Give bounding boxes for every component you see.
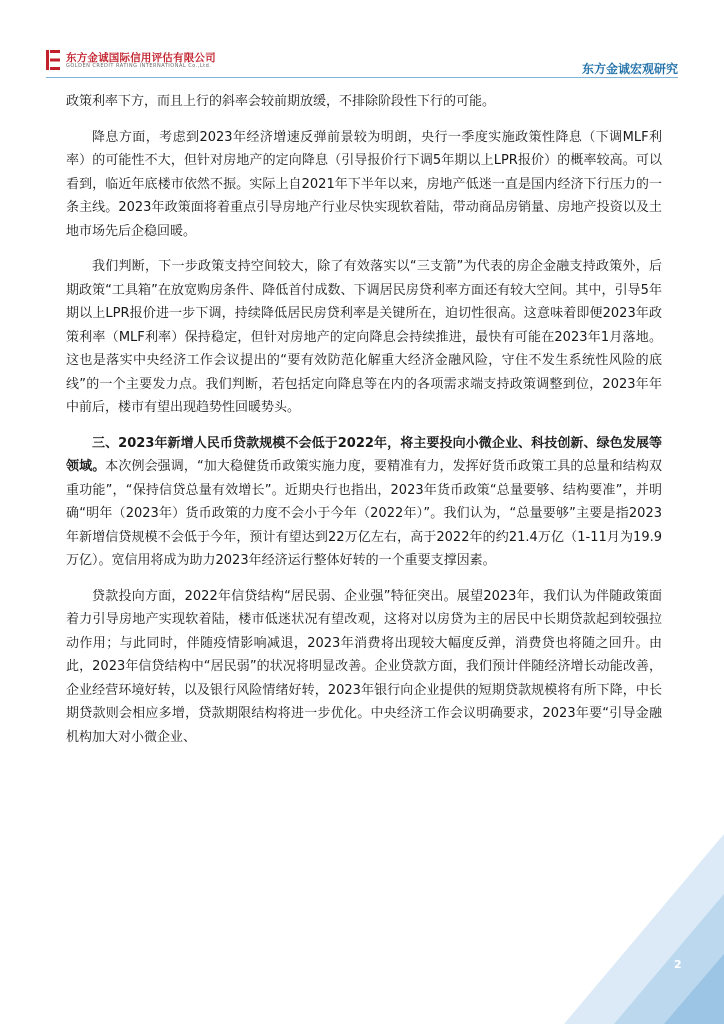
- company-logo-icon: [46, 50, 60, 70]
- paragraph-section-3: [66, 432, 662, 573]
- page-header: [0, 0, 724, 80]
- document-body: [66, 90, 662, 761]
- corner-decoration-icon: [524, 834, 724, 1024]
- section-3-heading: 三、2023年新增人民币贷款规模不会低于2022年，将主要投向小微企业、科技创新、绿色发展等领域。: [66, 435, 662, 474]
- company-name-en: GOLDEN CREDIT RATING INTERNATIONAL Co.,Ltd.: [66, 63, 212, 69]
- company-name-cn: 东方金诚国际信用评估有限公司: [66, 52, 216, 64]
- page-number: 2: [674, 958, 682, 971]
- section-3-body: 本次例会强调，“加大稳健货币政策实施力度，要精准有力，发挥好货币政策工具的总量和结构双重功能”，“保持信贷总量有效增长”。近期央行也指出，2023年货币政策“总量要够、结构要准”，并明确“明年（2023年）货币政策的力度不会小于今年（2022年）”。我们认为，“总量要够”主要是指2023年新增信贷规模不会低于今年，预计有望达到22万亿左右，高于2022年的约21.4万亿（1-11月为19.9万亿）。宽信用将成为助力2023年经济运行整体好转的一个重要支撑因素。: [66, 459, 662, 568]
- paragraph-rate-cut: 降息方面，考虑到2023年经济增速反弹前景较为明朗，央行一季度实施政策性降息（下调MLF利率）的可能性不大，但针对房地产的定向降息（引导报价行下调5年期以上LPR报价）的概率较高。可以看到，临近年底楼市依然不振。实际上自2021年下半年以来，房地产低迷一直是国内经济下行压力的一条主线。2023年政策面将着重点引导房地产行业尽快实现软着陆，带动商品房销量、房地产投资以及土地市场先后企稳回暖。: [66, 129, 662, 239]
- paragraph-continued: 政策利率下方，而且上行的斜率会较前期放缓，不排除阶段性下行的可能。: [66, 94, 496, 109]
- paragraph-policy-space: 我们判断，下一步政策支持空间较大，除了有效落实以“三支箭”为代表的房企金融支持政策外，后期政策“工具箱”在放宽购房条件、降低首付成数、下调居民房贷利率方面还有较大空间。其中，引导5年期以上LPR报价进一步下调，持续降低居民房贷利率是关键所在，迫切性很高。这意味着即便2023年政策利率（MLF利率）保持稳定，但针对房地产的定向降息会持续推进，最快有可能在2023年1月落地。这也是落实中央经济工作会议提出的“要有效防范化解重大经济金融风险，守住不发生系统性风险的底线”的一个主要发力点。我们判断，若包括定向降息等在内的各项需求端支持政策调整到位，2023年年中前后，楼市有望出现趋势性回暖势头。: [66, 259, 662, 415]
- header-divider: [46, 77, 678, 78]
- paragraph-loan-allocation: 贷款投向方面，2022年信贷结构“居民弱、企业强”特征突出。展望2023年，我们认为伴随政策面着力引导房地产实现软着陆，楼市低迷状况有望改观，这将对以房贷为主的居民中长期贷款起到较强拉动作用；与此同时，伴随疫情影响减退，2023年消费将出现较大幅度反弹，消费贷也将随之回升。由此，2023年信贷结构中“居民弱”的状况将明显改善。企业贷款方面，我们预计伴随经济增长动能改善，企业经营环境好转，以及银行风险情绪好转，2023年银行向企业提供的短期贷款规模将有所下降，中长期贷款则会相应多增，贷款期限结构将进一步优化。中央经济工作会议明确要求，2023年要“引导金融机构加大对小微企业、: [66, 588, 662, 745]
- report-brand: 东方金诚宏观研究: [581, 62, 678, 76]
